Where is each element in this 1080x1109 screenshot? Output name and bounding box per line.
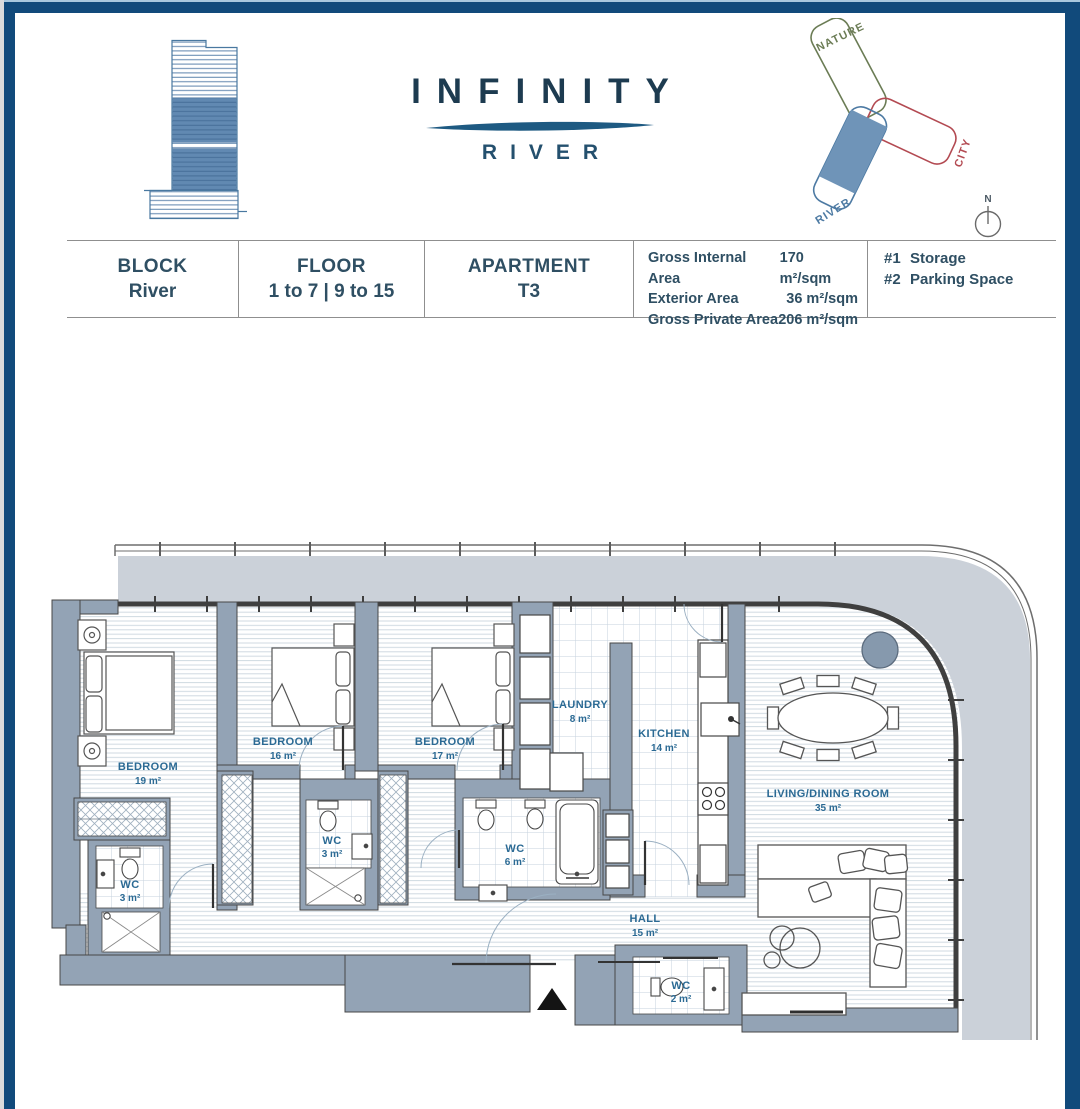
room-area-hall: 15 m² [631, 928, 659, 939]
label-city: CITY [952, 136, 974, 170]
building-logo-icon [140, 30, 255, 230]
apartment-info-table [67, 240, 1056, 328]
apartment-position-fill [819, 110, 887, 194]
apartment-label: APARTMENT [467, 255, 591, 277]
area-row: Gross Private Area 206 m²/sqm [648, 311, 858, 328]
room-area-kitchen: 14 m² [650, 743, 678, 754]
tv-cabinet [742, 993, 846, 1015]
project-title: INFINITY [411, 72, 685, 111]
room-label-bedroom1: BEDROOM [117, 761, 179, 773]
info-cell-areas [633, 241, 867, 328]
room-area-bedroom3: 17 m² [431, 751, 459, 762]
room-area-wc3: 6 m² [504, 857, 526, 868]
room-label-living: LIVING/DINING ROOM [766, 788, 890, 800]
room-label-laundry: LAUNDRY [551, 699, 609, 711]
room-label-wc3: WC [505, 843, 525, 855]
entrance-arrow-icon [537, 988, 567, 1010]
label-river: RIVER [813, 195, 854, 228]
railing-ticks [160, 542, 835, 556]
floor-value: 1 to 7 | 9 to 15 [268, 280, 395, 302]
block-value: River [128, 280, 177, 302]
info-cell-apartment [424, 241, 633, 317]
room-label-kitchen: KITCHEN [638, 728, 690, 740]
extra-row: #2 Parking Space [884, 271, 1014, 288]
room-label-hall: HALL [629, 913, 661, 925]
label-nature: NATURE [814, 20, 867, 55]
room-label-wc1: WC [120, 879, 140, 891]
dining-table [778, 693, 888, 743]
info-cell-block [67, 241, 238, 317]
room-label-wc2: WC [322, 835, 342, 847]
floor-plan [0, 530, 1080, 1109]
room-label-bedroom3: BEDROOM [414, 736, 476, 748]
extra-row: #1 Storage [884, 250, 966, 267]
info-cell-floor [238, 241, 424, 317]
apartment-value: T3 [517, 280, 541, 302]
compass-n-label: N [984, 194, 992, 205]
room-area-living: 35 m² [814, 803, 842, 814]
room-area-wc4: 2 m² [670, 994, 692, 1005]
room-area-bedroom1: 19 m² [134, 776, 162, 787]
area-row: Gross Internal Area 170 m²/sqm [648, 250, 832, 287]
site-location-diagram [780, 18, 1015, 253]
block-label: BLOCK [117, 255, 188, 277]
structural-column [862, 632, 898, 668]
floor-label: FLOOR [297, 255, 366, 277]
room-area-bedroom2: 16 m² [269, 751, 297, 762]
project-subtitle: RIVER [481, 141, 612, 164]
title-swoosh-icon [424, 119, 656, 133]
compass-north-icon [976, 194, 1001, 237]
room-label-bedroom2: BEDROOM [252, 736, 314, 748]
room-area-wc2: 3 m² [321, 849, 343, 860]
area-row: Exterior Area 36 m²/sqm [648, 291, 858, 307]
wing-river [809, 102, 891, 213]
project-title-block [360, 72, 720, 165]
room-label-wc4: WC [671, 980, 691, 992]
room-area-wc1: 3 m² [119, 893, 141, 904]
room-area-laundry: 8 m² [569, 714, 591, 725]
info-cell-extras [867, 241, 1056, 317]
